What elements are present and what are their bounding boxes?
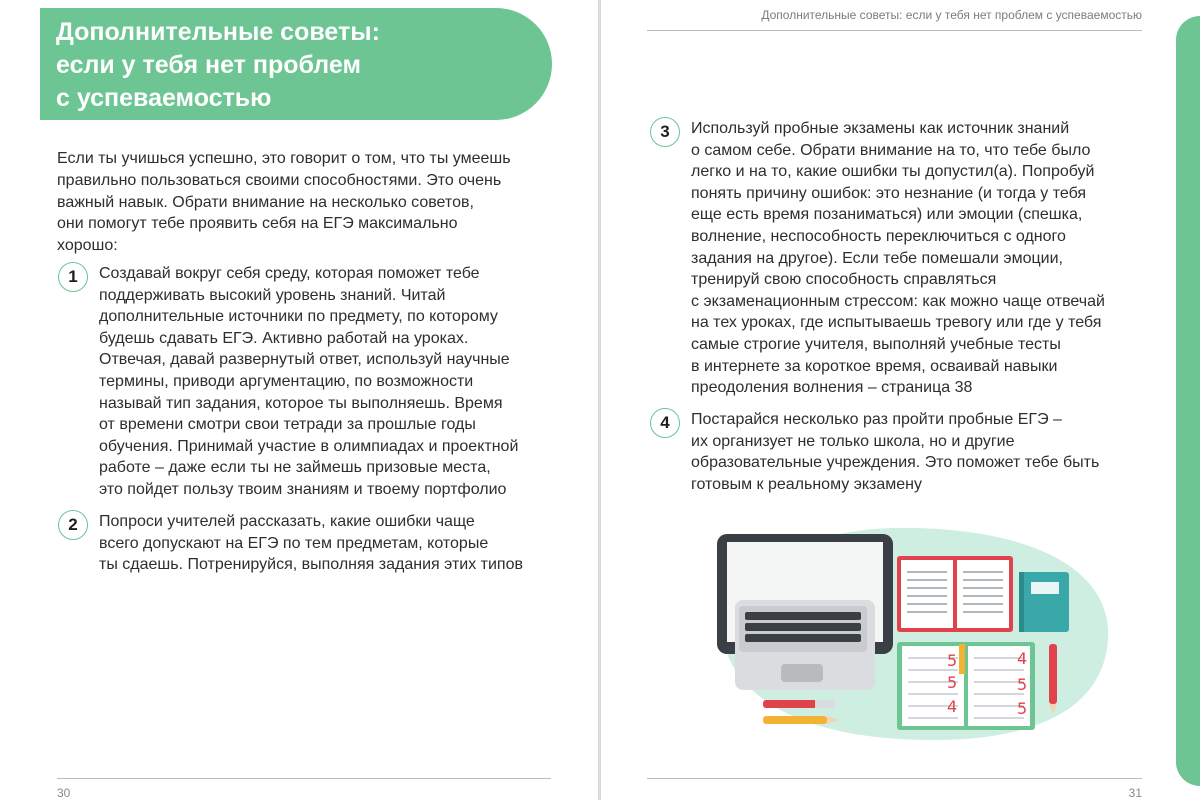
page-number: 31 [1128, 786, 1142, 800]
intro-line: важный навык. Обрати внимание на несколько советов, [57, 193, 474, 211]
tip-text [691, 409, 1146, 495]
laptop-icon [717, 534, 893, 690]
tip-line: обучения. Принимай участие в олимпиадах и проектной [99, 437, 519, 455]
side-color-band [1176, 16, 1200, 786]
study-illustration [703, 520, 1123, 745]
book-icon [1019, 572, 1069, 632]
grade-mark: 5 [947, 651, 958, 670]
tip-line: ты сдаешь. Потренируйся, выполняя задания этих типов [99, 556, 523, 574]
intro-line: правильно пользоваться своими способностями. Это очень [57, 171, 502, 189]
tip-line: термины, приводи аргументацию, по возможности [99, 372, 474, 390]
tip-line: понять причину ошибок: это незнание (и тогда у тебя [691, 184, 1087, 202]
intro-line: хорошо: [57, 237, 118, 255]
gradebook-icon [897, 642, 1035, 730]
footer-divider [647, 778, 1142, 779]
grade-mark: 4 [1017, 649, 1028, 668]
tip-number-badge: 2 [58, 510, 88, 540]
tip-line: задания на другое). Если тебе помешали эмоции, [691, 249, 1063, 267]
tip-line: самые строгие учителя, выполняй учебные тесты [691, 335, 1061, 353]
intro-line: Если ты учишься успешно, это говорит о том, что ты умеешь [57, 150, 511, 167]
tip-line: дополнительные источники по предмету, по которому [99, 308, 498, 326]
tip-line: о самом себе. Обрати внимание на то, что тебе было [691, 141, 1091, 159]
tip-line: будешь сдавать ЕГЭ. Активно работай на уроках. [99, 329, 469, 347]
tip-number-badge: 3 [650, 117, 680, 147]
grade-mark: 5 [947, 673, 958, 692]
tip-line: готовым к реальному экзамену [691, 475, 923, 493]
tip-line: образовательные учреждения. Это поможет тебе быть [691, 454, 1100, 472]
tip-line: легко и на то, какие ошибки ты допустил(а). Попробуй [691, 163, 1095, 181]
intro-paragraph [57, 148, 547, 257]
footer-divider [57, 778, 551, 779]
tip-number-badge: 1 [58, 262, 88, 292]
tip-line: от времени смотри свои тетради за прошлые годы [99, 416, 476, 434]
tip-line: Создавай вокруг себя среду, которая поможет тебе [99, 265, 480, 282]
tip-line: Попроси учителей рассказать, какие ошибки чаще [99, 513, 475, 530]
tip-number-badge: 4 [650, 408, 680, 438]
header-divider [647, 30, 1142, 31]
right-page [601, 0, 1200, 800]
tip-line: в интернете за короткое время, осваивай навыки [691, 357, 1058, 375]
tip-line: это пойдет пользу твоим знаниям и твоему портфолио [99, 480, 507, 498]
grade-mark: 5 [1017, 675, 1028, 694]
grade-mark: 4 [947, 697, 958, 716]
tip-line: волнение, неспособность переключиться с одного [691, 227, 1066, 245]
tip-text [691, 118, 1146, 399]
tip-line: еще есть время позаниматься) или эмоции (спешка, [691, 206, 1083, 224]
notebook-icon [897, 556, 1013, 632]
tip-line: называй тип задания, которое ты выполняешь. Время [99, 394, 503, 412]
tip-text [99, 263, 554, 501]
title-line: если у тебя нет проблем [56, 51, 361, 79]
tip-line: всего допускают на ЕГЭ по тем предметам, которые [99, 534, 489, 552]
running-header: Дополнительные советы: если у тебя нет проблем с успеваемостью [761, 8, 1142, 22]
tip-line: поддерживать высокий уровень знаний. Читай [99, 286, 446, 304]
intro-line: они помогут тебе проявить себя на ЕГЭ максимально [57, 215, 458, 233]
tip-line: работе – даже если ты не займешь призовые места, [99, 459, 491, 477]
left-page [0, 0, 598, 800]
tip-line: Отвечая, давай развернутый ответ, используй научные [99, 351, 510, 369]
grade-mark: 5 [1017, 699, 1028, 718]
tip-line: преодоления волнения – страница 38 [691, 379, 973, 397]
title-line: Дополнительные советы: [56, 18, 380, 46]
page-number: 30 [57, 786, 71, 800]
tip-text [99, 511, 554, 576]
tip-line: их организует не только школа, но и другие [691, 432, 1015, 450]
page-title [56, 16, 496, 115]
tip-line: Постарайся несколько раз пройти пробные ЕГЭ – [691, 411, 1062, 428]
tip-line: Используй пробные экзамены как источник знаний [691, 120, 1070, 137]
title-line: с успеваемостью [56, 84, 272, 112]
tip-line: на тех уроках, где испытываешь тревогу или где у тебя [691, 314, 1102, 332]
tip-line: тренируй свою способность справляться [691, 271, 997, 289]
tip-line: с экзаменационным стрессом: как можно чаще отвечай [691, 292, 1105, 310]
